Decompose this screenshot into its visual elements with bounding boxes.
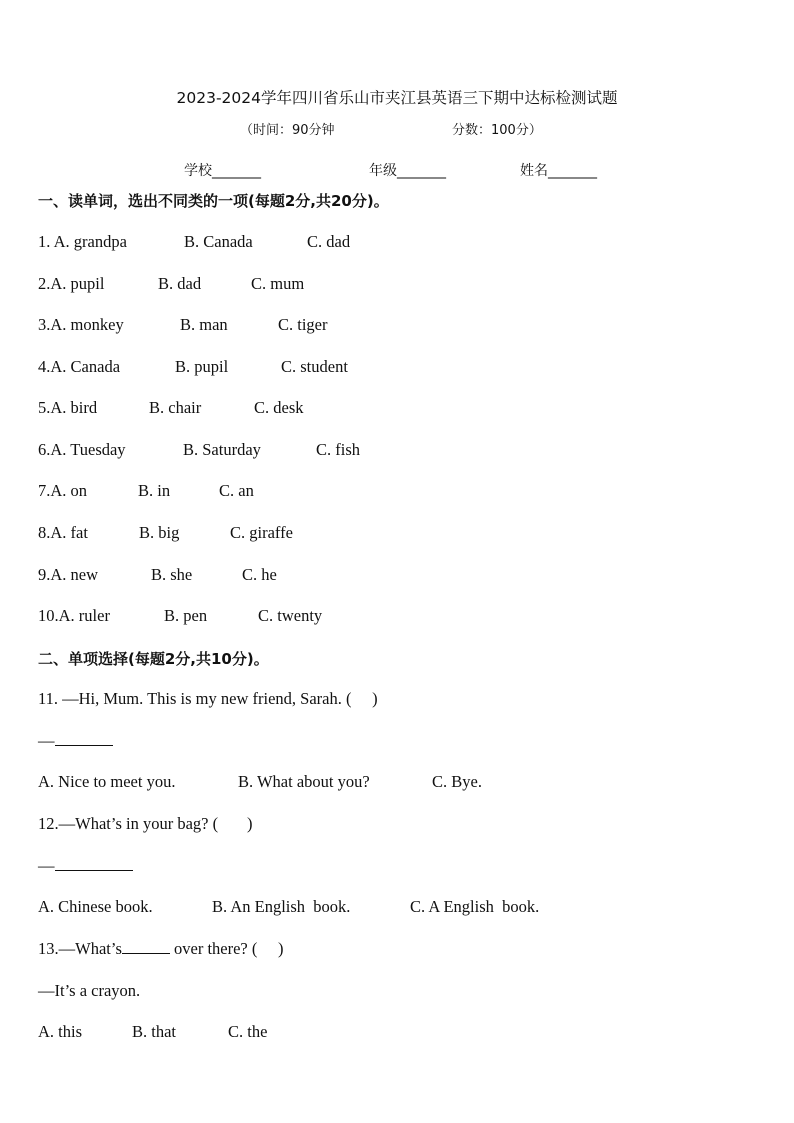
question-8-option-c: C. giraffe	[230, 523, 293, 542]
question-6-option-b: B. Saturday	[183, 440, 261, 459]
question-11-option-b: B. What about you?	[238, 772, 370, 791]
question-6-option-a: 6.A. Tuesday	[38, 440, 126, 459]
question-13-answer: —It’s a crayon.	[38, 981, 141, 1000]
page-title: 2023-2024学年四川省乐山市夹江县英语三下期中达标检测试题	[176, 89, 618, 107]
question-10-option-c: C. twenty	[258, 606, 323, 625]
question-5-option-c: C. desk	[254, 398, 304, 417]
question-1-option-b: B. Canada	[184, 232, 253, 251]
exam-time: （时间：90分钟	[240, 123, 335, 138]
question-4-option-c: C. student	[281, 357, 348, 376]
exam-score: 分数：100分）	[452, 123, 542, 138]
question-9-option-a: 9.A. new	[38, 565, 99, 584]
question-12: 12.—What’s in your bag? ( )	[38, 814, 253, 833]
question-5-option-a: 5.A. bird	[38, 398, 98, 417]
question-4-option-a: 4.A. Canada	[38, 357, 121, 376]
question-13-option-a: A. this	[38, 1022, 83, 1041]
question-7-option-c: C. an	[219, 481, 254, 500]
question-13-suffix: over there? ( )	[169, 939, 284, 958]
question-6-option-c: C. fish	[316, 440, 361, 459]
question-1-option-a: 1. A. grandpa	[38, 232, 127, 251]
question-9-option-b: B. she	[151, 565, 193, 584]
question-3-option-c: C. tiger	[278, 315, 328, 334]
question-3-option-b: B. man	[180, 315, 228, 334]
question-2-option-a: 2.A. pupil	[38, 274, 105, 293]
question-13-option-b: B. that	[132, 1022, 176, 1041]
question-7-option-a: 7.A. on	[38, 481, 88, 500]
question-10-option-b: B. pen	[164, 606, 208, 625]
question-12-option-c: C. A English book.	[410, 897, 540, 916]
question-8-option-a: 8.A. fat	[38, 523, 88, 542]
answer-dash: —	[38, 856, 55, 875]
question-13-blank	[122, 952, 170, 954]
question-1-option-c: C. dad	[307, 232, 351, 251]
question-8-option-b: B. big	[139, 523, 180, 542]
question-11: 11. —Hi, Mum. This is my new friend, Sarah. ( )	[38, 689, 378, 708]
answer-blank	[55, 744, 113, 746]
question-13	[38, 939, 283, 959]
question-12-answer-line	[38, 856, 133, 876]
question-12-option-b: B. An English book.	[212, 897, 351, 916]
section-1-heading: 一、读单词，选出不同类的一项(每题2分,共20分)。	[38, 192, 389, 210]
grade-field: 年级_______	[369, 163, 446, 179]
question-10-option-a: 10.A. ruler	[38, 606, 110, 625]
question-11-option-c: C. Bye.	[432, 772, 482, 791]
answer-blank	[55, 869, 133, 871]
question-12-option-a: A. Chinese book.	[38, 897, 153, 916]
question-2-option-b: B. dad	[158, 274, 202, 293]
name-field: 姓名_______	[520, 163, 597, 179]
question-4-option-b: B. pupil	[175, 357, 229, 376]
school-field: 学校_______	[184, 163, 261, 179]
section-2-heading: 二、单项选择(每题2分,共10分)。	[38, 650, 269, 668]
question-5-option-b: B. chair	[149, 398, 202, 417]
question-13-prefix: 13.—What’s	[38, 939, 122, 958]
answer-dash: —	[38, 731, 55, 750]
question-9-option-c: C. he	[242, 565, 277, 584]
question-3-option-a: 3.A. monkey	[38, 315, 124, 334]
question-13-option-c: C. the	[228, 1022, 268, 1041]
question-2-option-c: C. mum	[251, 274, 305, 293]
question-11-answer-line	[38, 731, 113, 751]
question-11-option-a: A. Nice to meet you.	[38, 772, 176, 791]
question-7-option-b: B. in	[138, 481, 171, 500]
